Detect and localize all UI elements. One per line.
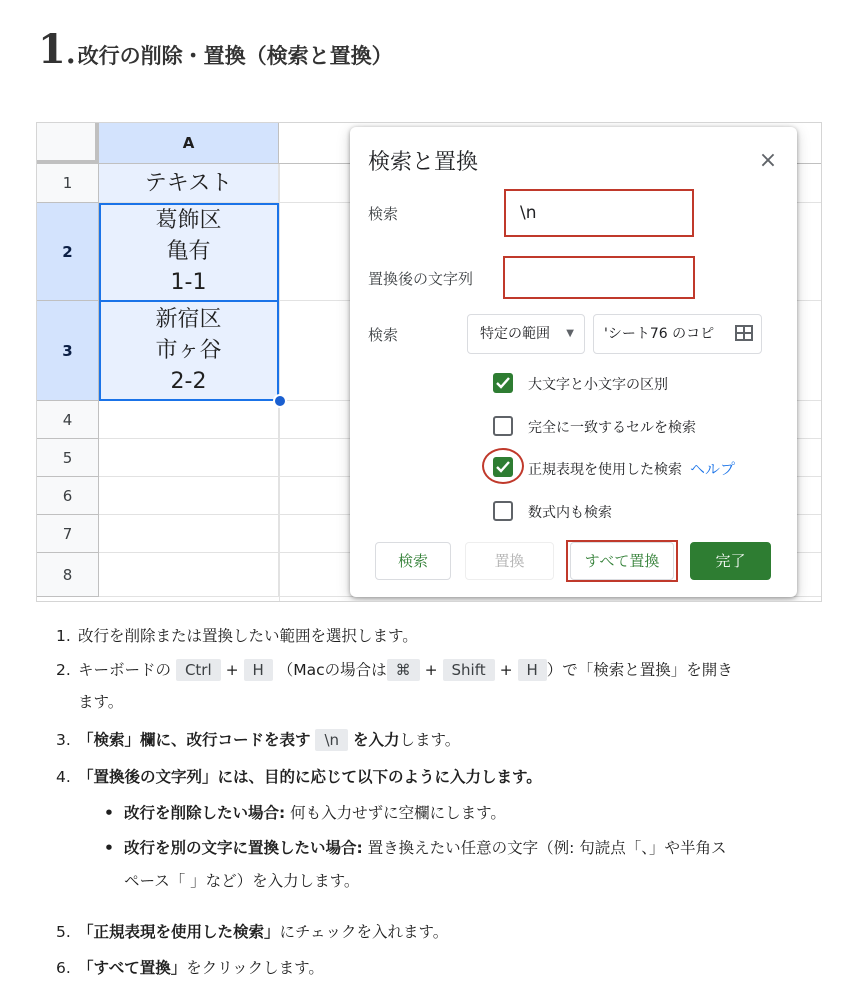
search-formulas-label: 数式内も検索 (528, 505, 612, 521)
screenshot-frame (36, 122, 822, 602)
step-bold: を入力 (352, 731, 400, 749)
code-newline: \n (315, 729, 348, 751)
step-3 (56, 728, 460, 751)
select-all-corner[interactable] (37, 123, 99, 164)
step-bold: 「検索」欄に、改行コードを表す (78, 731, 311, 749)
step-number: 2. (56, 661, 71, 679)
step-bold: 「正規表現を使用した検索」 (78, 923, 280, 941)
heading-number: 1 (38, 26, 66, 73)
step-4 (56, 765, 542, 787)
step-number: 6. (56, 959, 71, 977)
replace-button[interactable]: 置換 (465, 542, 554, 580)
row-header-7[interactable]: 7 (37, 515, 99, 553)
step-text: （Macの場合は (277, 661, 387, 679)
range-value: 'シート76 のコピ (604, 326, 715, 342)
step-text: キーボードの (78, 661, 172, 679)
regex-label (528, 458, 735, 479)
checkmark-icon (495, 375, 511, 391)
annotation-box (566, 540, 678, 582)
bullet-dot: • (104, 839, 114, 857)
replace-all-button[interactable]: すべて置換 (570, 542, 674, 580)
step-text: ）で「検索と置換」を開き (546, 661, 733, 679)
section-heading (38, 26, 393, 73)
dialog-title: 検索と置換 (368, 150, 479, 175)
find-label: 検索 (368, 205, 399, 223)
step-6 (56, 956, 324, 978)
exact-match-checkbox[interactable] (493, 416, 513, 436)
step-bold: 「すべて置換」 (78, 959, 187, 977)
bullet-replace-continued: ペース「 」など）を入力します。 (124, 872, 360, 890)
row-header-5[interactable]: 5 (37, 439, 99, 477)
cell-text: テキスト (144, 170, 233, 196)
cell-a7[interactable] (99, 515, 279, 553)
scope-label: 検索 (368, 326, 399, 344)
step-bold: 「置換後の文字列」には、目的に応じて以下のように入力します。 (78, 768, 542, 786)
cell-line: 2-2 (170, 369, 207, 394)
step-text: にチェックを入れます。 (279, 923, 449, 941)
close-icon[interactable]: × (758, 148, 778, 173)
step-number: 1. (56, 627, 71, 645)
cell-a6[interactable] (99, 477, 279, 515)
match-case-checkbox[interactable] (493, 373, 513, 393)
column-header-a[interactable]: A (99, 123, 279, 164)
cell-line: 1-1 (170, 270, 207, 295)
regex-label-text: 正規表現を使用した検索 (528, 462, 682, 478)
key-h: H (518, 659, 547, 681)
step-text: 改行を削除または置換したい範囲を選択します。 (78, 627, 418, 645)
step-number: 3. (56, 731, 71, 749)
key-shift: Shift (443, 659, 495, 681)
plus: + (225, 661, 239, 679)
done-button[interactable]: 完了 (690, 542, 771, 580)
row-header-3[interactable]: 3 (37, 301, 99, 401)
cell-line: 亀有 (166, 239, 211, 264)
step-2-continued: ます。 (78, 693, 124, 711)
scope-dropdown[interactable] (467, 314, 585, 354)
bullet-replace (104, 836, 727, 858)
match-case-label: 大文字と小文字の区別 (528, 377, 668, 393)
bullet-text: 何も入力せずに空欄にします。 (285, 804, 506, 822)
replace-label: 置換後の文字列 (368, 270, 474, 288)
step-number: 4. (56, 768, 71, 786)
find-replace-dialog (350, 127, 797, 597)
row-header-1[interactable]: 1 (37, 164, 99, 203)
key-cmd: ⌘ (387, 659, 420, 681)
bullet-dot: • (104, 804, 114, 822)
cell-a4[interactable] (99, 401, 279, 439)
annotation-circle (482, 448, 524, 484)
range-input[interactable] (593, 314, 762, 354)
find-input[interactable]: \n (504, 189, 694, 237)
heading-title: 改行の削除・置換（検索と置換） (77, 43, 393, 68)
row-header-2[interactable]: 2 (37, 203, 99, 301)
heading-dot: . (65, 37, 76, 70)
search-formulas-checkbox[interactable] (493, 501, 513, 521)
cell-line: 新宿区 (155, 307, 222, 332)
step-1 (56, 624, 418, 646)
cell-a8[interactable] (99, 553, 279, 597)
cell-a1[interactable] (99, 164, 279, 203)
cell-line: 葛飾区 (155, 208, 222, 233)
step-5 (56, 920, 448, 942)
key-h: H (244, 659, 273, 681)
grid-icon[interactable] (735, 324, 753, 342)
scope-value: 特定の範囲 (480, 326, 550, 342)
bullet-text: 置き換えたい任意の文字（例: 句読点「、」や半角ス (362, 839, 727, 857)
plus: + (424, 661, 438, 679)
selection-outline (99, 203, 279, 401)
find-button[interactable]: 検索 (375, 542, 451, 580)
bullet-bold: 改行を削除したい場合: (124, 804, 286, 822)
bullet-delete (104, 801, 506, 823)
row-header-6[interactable]: 6 (37, 477, 99, 515)
help-link[interactable]: ヘルプ (690, 460, 736, 478)
bullet-bold: 改行を別の文字に置換したい場合: (124, 839, 363, 857)
plus: + (499, 661, 513, 679)
step-text: します。 (399, 731, 461, 749)
cell-a5[interactable] (99, 439, 279, 477)
cell-line: 市ヶ谷 (155, 338, 222, 363)
replace-input[interactable] (503, 256, 695, 299)
step-number: 5. (56, 923, 71, 941)
key-ctrl: Ctrl (176, 659, 221, 681)
exact-match-label: 完全に一致するセルを検索 (528, 420, 696, 436)
fill-handle[interactable] (273, 394, 287, 408)
column-divider (279, 164, 280, 601)
selection-divider (99, 300, 279, 302)
chevron-down-icon: ▼ (566, 328, 574, 339)
row-header-8[interactable]: 8 (37, 553, 99, 597)
row-header-4[interactable]: 4 (37, 401, 99, 439)
step-2 (56, 658, 733, 681)
step-text: をクリックします。 (186, 959, 324, 977)
